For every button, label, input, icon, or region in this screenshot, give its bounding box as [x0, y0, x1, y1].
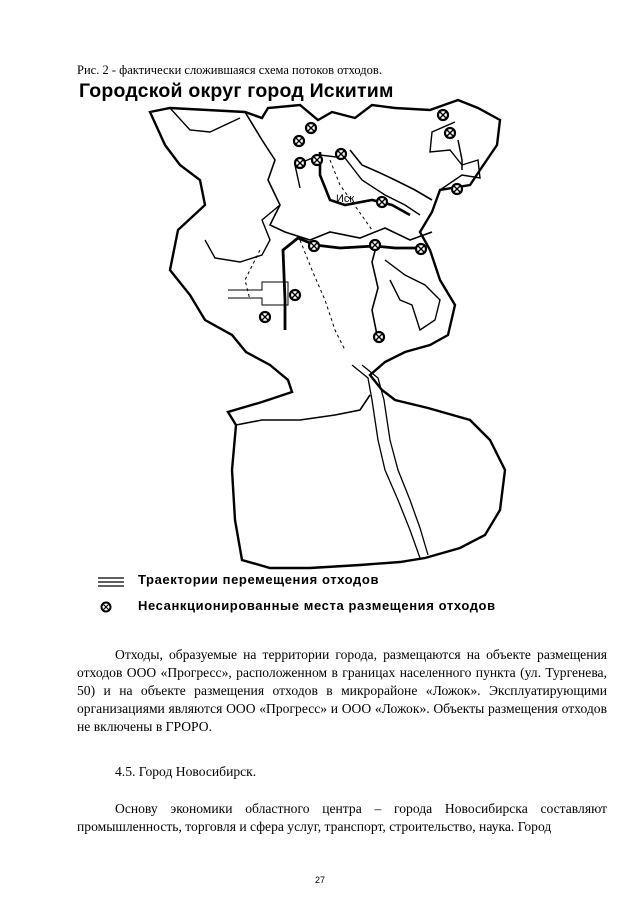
legend-text-dumps: Несанкционированные места размещения отходов [138, 598, 496, 613]
waste-route [283, 238, 420, 330]
circle-x-icon [416, 244, 426, 254]
circle-x-icon [445, 128, 455, 138]
circle-x-icon [260, 312, 270, 322]
circle-x-icon [336, 149, 346, 159]
small-plot-2 [458, 140, 462, 170]
circle-x-icon [306, 123, 316, 133]
map-title: Городской округ город Искитим [79, 80, 394, 102]
circle-x-icon [438, 110, 448, 120]
small-plot [228, 282, 288, 305]
triple-line-icon [98, 577, 124, 587]
inner-boundary-6 [385, 260, 440, 330]
body-paragraph-last: Основу экономики областного центра – города Новосибирска составляют промышленность, торговля и сфера услуг, транспорт, строительство, наука. Город [77, 801, 607, 834]
circle-x-icon [295, 158, 305, 168]
circle-x-icon [290, 290, 300, 300]
circle-x-icon [309, 241, 319, 251]
legend-text-routes: Траектории перемещения отходов [138, 572, 380, 587]
circle-x-icon [312, 155, 322, 165]
legend-row-dumps [0, 598, 640, 632]
circle-x-icon [370, 240, 380, 250]
section-heading: 4.5. Город Новосибирск. [115, 764, 257, 779]
figure-caption: Рис. 2 - фактически сложившаяся схема потоков отходов. [77, 63, 382, 77]
circle-x-icon [99, 600, 113, 614]
waste-route-2 [320, 152, 410, 215]
circle-x-icon [294, 136, 304, 146]
waste-route-4 [372, 240, 378, 340]
inner-boundary-3 [205, 205, 280, 262]
river-bank [362, 365, 428, 555]
city-label: Иск [336, 193, 355, 205]
dump-markers [260, 110, 462, 342]
inner-boundary-7 [236, 395, 370, 425]
circle-x-icon [452, 184, 462, 194]
dashed-road [300, 240, 345, 350]
inner-boundary [245, 112, 432, 240]
circle-x-icon [377, 197, 387, 207]
waste-route-3 [350, 150, 432, 200]
district-boundary [150, 100, 505, 568]
page-number: 27 [314, 875, 325, 885]
legend-row-routes [0, 572, 640, 592]
circle-x-icon [374, 332, 384, 342]
body-paragraph: Отходы, образуемые на территории города, размещаются на объекте размещения отходов ООО «Прогресс», расположенном в границах населенного пункта (ул. Тургенева, 50) и на объекте размещения отходов в микрорайоне «Ложок». Эксплуатирующими организациями являются ООО «Прогресс» и ООО «Ложок». Объекты размещения отходов не включены в ГРОРО. [77, 647, 607, 734]
